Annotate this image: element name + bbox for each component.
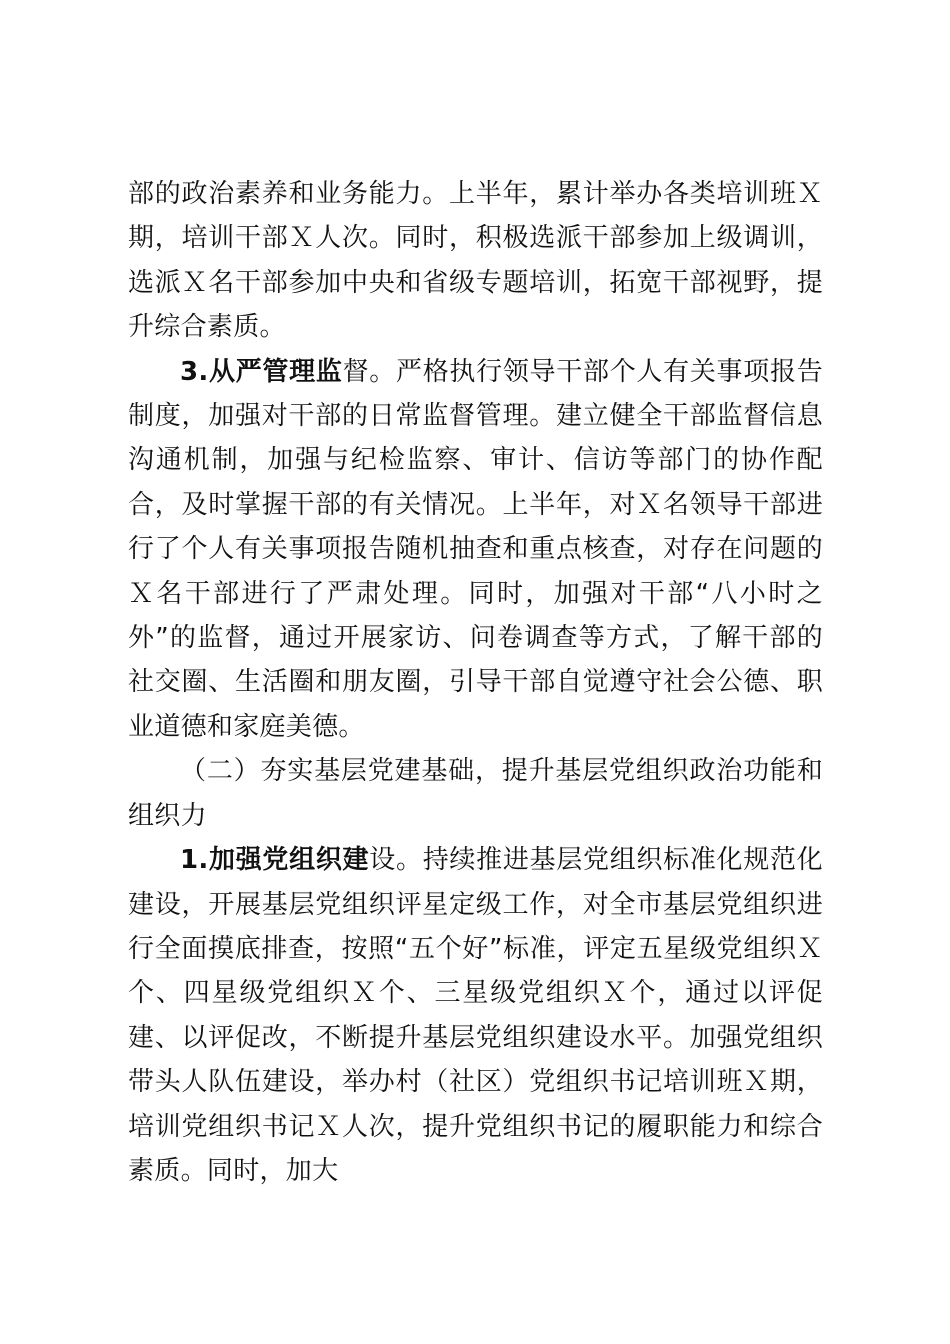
document-body [128,172,823,1193]
section-heading-strict-supervision: 3.从严管理监 [180,356,343,387]
paragraph-party-org-building [128,838,823,1193]
subsection-title-grassroots: （二）夯实基层党建基础，提升基层党组织政治功能和组织力 [128,756,823,831]
section-body-party-org-building: 设。持续推进基层党组织标准化规范化建设，开展基层党组织评星定级工作，对全市基层党组织进行全面摸底排查，按照“五个好”标准，评定五星级党组织Ｘ个、四星级党组织Ｘ个、三星级党组织Ｘ个，通过以评促建、以评促改，不断提升基层党组织建设水平。加强党组织带头人队伍建设，举办村（社区）党组织书记培训班Ｘ期，培训党组织书记Ｘ人次，提升党组织书记的履职能力和综合素质。同时，加大 [128,845,823,1186]
section-body-strict-supervision: 督。严格执行领导干部个人有关事项报告制度，加强对干部的日常监督管理。建立健全干部监督信息沟通机制，加强与纪检监察、审计、信访等部门的协作配合，及时掌握干部的有关情况。上半年，对Ｘ名领导干部进行了个人有关事项报告随机抽查和重点核查，对存在问题的Ｘ名干部进行了严肃处理。同时，加强对干部“八小时之外”的监督，通过开展家访、问卷调查等方式，了解干部的社交圈、生活圈和朋友圈，引导干部自觉遵守社会公德、职业道德和家庭美德。 [128,356,823,742]
section-heading-party-org-building: 1.加强党组织建 [180,845,370,876]
paragraph-strict-supervision [128,350,823,750]
paragraph-cadre-training: 部的政治素养和业务能力。上半年，累计举办各类培训班Ｘ期，培训干部Ｘ人次。同时，积极选派干部参加上级调训，选派Ｘ名干部参加中央和省级专题培训，拓宽干部视野，提升综合素质。 [128,179,823,343]
